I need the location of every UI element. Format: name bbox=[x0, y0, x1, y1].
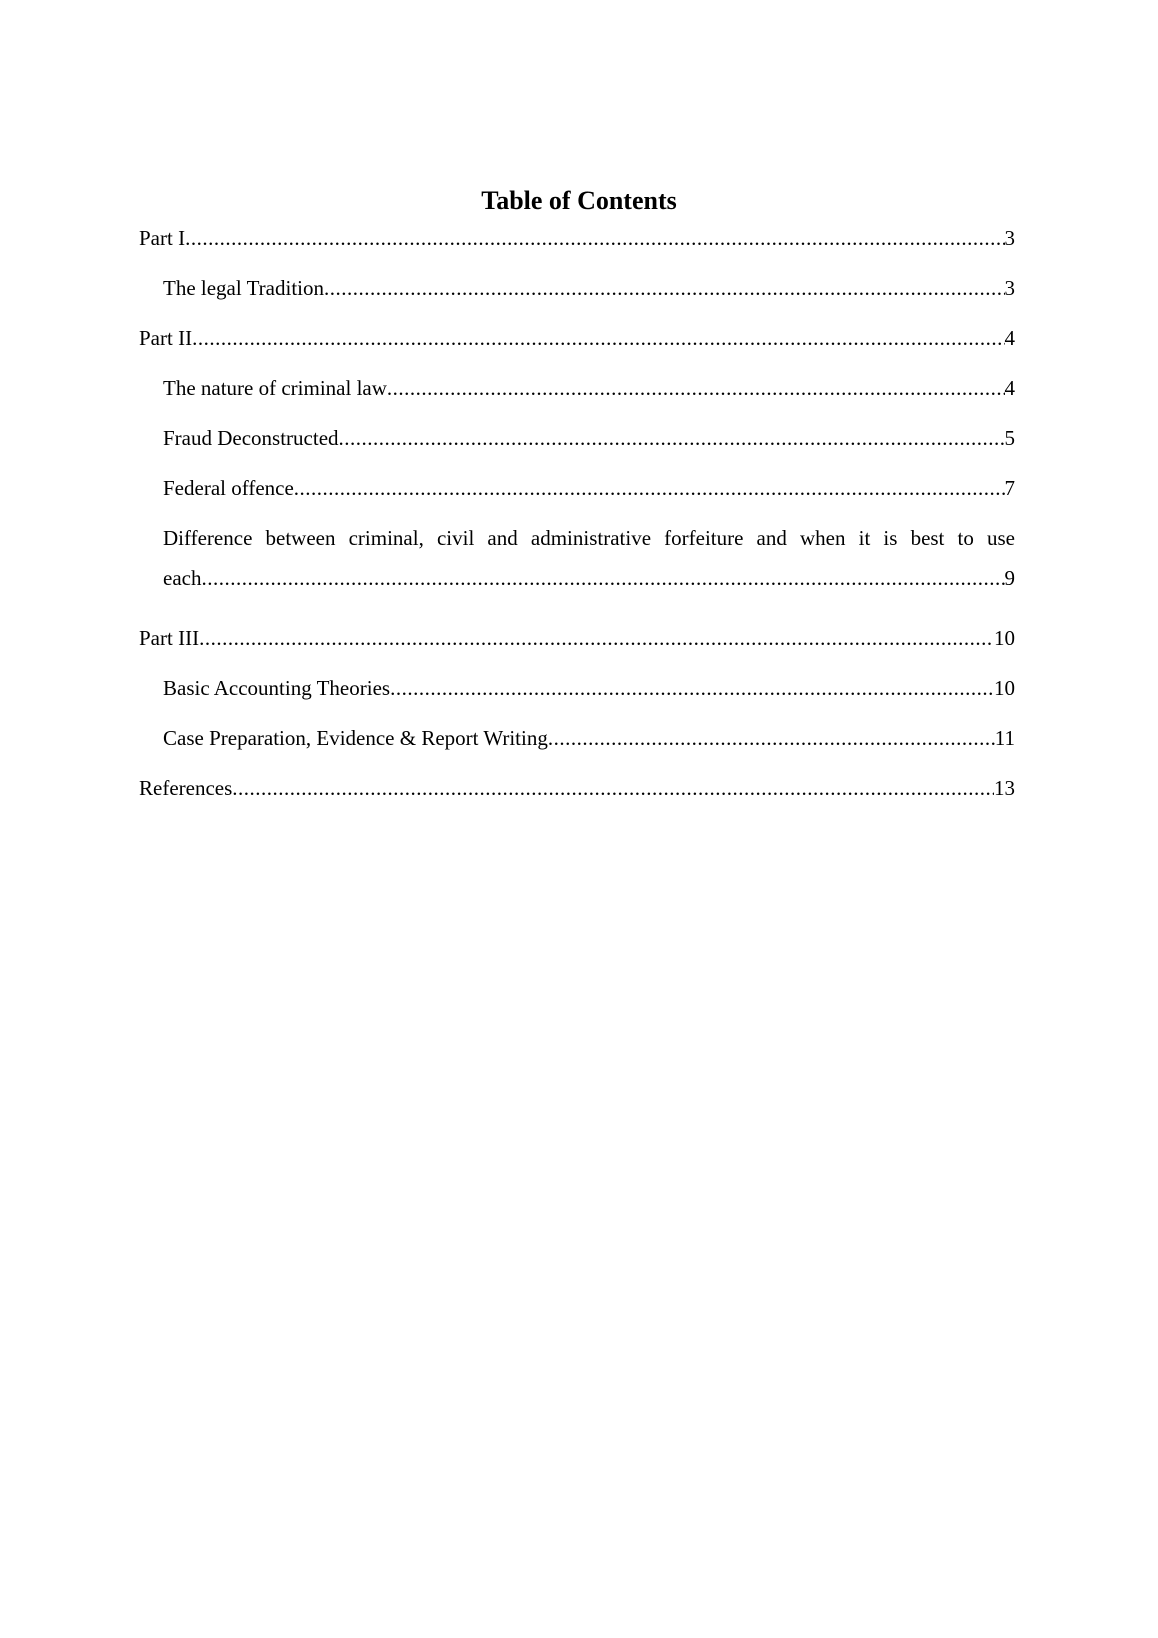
toc-dot-leader bbox=[548, 719, 995, 757]
toc-entry-case-preparation[interactable] bbox=[139, 719, 1015, 769]
toc-entry-label: Part I bbox=[139, 226, 186, 250]
toc-entry-label: Part III bbox=[139, 626, 200, 650]
toc-entry-references[interactable] bbox=[139, 769, 1015, 819]
toc-dot-leader bbox=[294, 469, 1005, 507]
toc-dot-leader bbox=[192, 319, 1004, 357]
toc-dot-leader bbox=[387, 369, 1005, 407]
toc-dot-leader bbox=[324, 269, 1005, 307]
toc-dot-leader bbox=[232, 769, 994, 807]
toc-entry-label: Basic Accounting Theories bbox=[163, 676, 391, 700]
toc-entry-label: Federal offence bbox=[163, 476, 294, 500]
toc-entry-part-ii[interactable] bbox=[139, 319, 1015, 369]
toc-page-number: 4 bbox=[1004, 326, 1015, 350]
toc-entry-nature-of-criminal-law[interactable] bbox=[139, 369, 1015, 419]
toc-page-number: 3 bbox=[1004, 276, 1015, 300]
toc-entry-legal-tradition[interactable] bbox=[139, 269, 1015, 319]
toc-entry-part-i[interactable] bbox=[139, 219, 1015, 269]
toc-title: Table of Contents bbox=[481, 186, 677, 215]
toc-entry-basic-accounting-theories[interactable] bbox=[139, 669, 1015, 719]
toc-entry-label: Part II bbox=[139, 326, 193, 350]
toc-page-number: 4 bbox=[1004, 376, 1015, 400]
toc-dot-leader bbox=[201, 559, 1004, 597]
toc-page-number: 3 bbox=[1004, 226, 1015, 250]
toc-entry-fraud-deconstructed[interactable] bbox=[139, 419, 1015, 469]
toc-entry-continuation bbox=[163, 559, 1015, 597]
toc-dot-leader bbox=[185, 219, 1004, 257]
toc-page-number: 7 bbox=[1004, 476, 1015, 500]
toc-entry-label: References bbox=[139, 776, 233, 800]
toc-entry-label: Difference between criminal, civil and administrative forfeiture and when it is best to use bbox=[163, 526, 1015, 550]
toc-entry-federal-offence[interactable] bbox=[139, 469, 1015, 519]
toc-page-number: 5 bbox=[1004, 426, 1015, 450]
toc-entry-label: The nature of criminal law bbox=[163, 376, 387, 400]
toc-entry-label: Case Preparation, Evidence & Report Writing bbox=[163, 726, 548, 750]
table-of-contents bbox=[139, 219, 1015, 819]
toc-dot-leader bbox=[390, 669, 994, 707]
toc-entry-label-continued: each bbox=[163, 566, 202, 590]
toc-entry-forfeiture-difference[interactable] bbox=[139, 519, 1015, 619]
toc-entry-part-iii[interactable] bbox=[139, 619, 1015, 669]
toc-page-number: 13 bbox=[994, 776, 1015, 800]
toc-dot-leader bbox=[199, 619, 994, 657]
toc-page-number: 9 bbox=[1004, 566, 1015, 590]
toc-page-number: 10 bbox=[994, 626, 1015, 650]
toc-dot-leader bbox=[339, 419, 1005, 457]
toc-entry-label: Fraud Deconstructed bbox=[163, 426, 339, 450]
toc-page-number: 11 bbox=[994, 726, 1015, 750]
toc-entry-label: The legal Tradition bbox=[163, 276, 324, 300]
toc-page-number: 10 bbox=[994, 676, 1015, 700]
